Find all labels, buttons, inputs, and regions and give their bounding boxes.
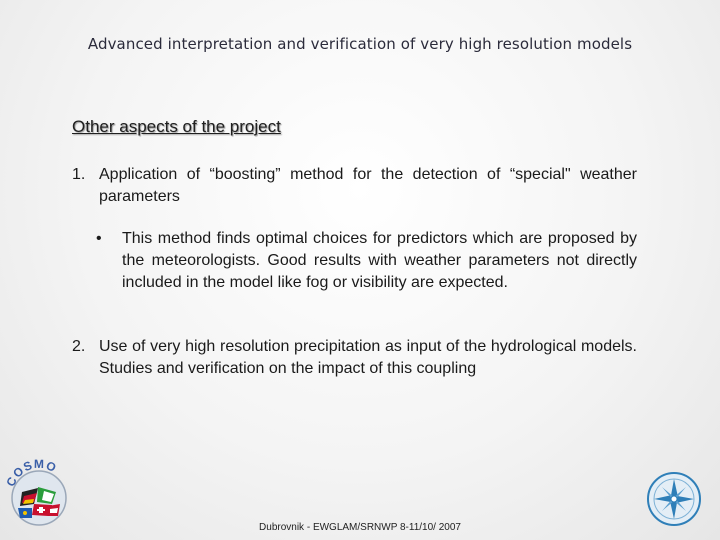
list-item-2: [72, 336, 637, 380]
sub-list-item-text: This method finds optimal choices for predictors which are proposed by the meteorologists. Good results with weather parameters not directly included in the model like fog or visibility are expected.: [122, 230, 637, 291]
sub-list-item: [96, 228, 637, 294]
list-item-text: Use of very high resolution precipitation as input of the hydrological models. Studies and verification on the impact of this coupling: [99, 338, 637, 377]
list-item-1: [72, 164, 637, 208]
compass-logo: [638, 470, 710, 528]
cosmo-logo: [4, 458, 74, 532]
list-number: 1.: [72, 166, 86, 183]
slide-title: Advanced interpretation and verification of very high resolution models: [87, 35, 633, 53]
list-item-text: Application of “boosting” method for the detection of “special" weather parameters: [99, 166, 637, 205]
list-number: 2.: [72, 338, 86, 355]
section-heading: Other aspects of the project: [72, 117, 281, 136]
bullet-icon: •: [96, 230, 102, 247]
cosmo-logo-text: COSMO: [4, 458, 60, 489]
footer: Dubrovnik - EWGLAM/SRNWP 8-11/10/ 2007: [259, 522, 461, 533]
